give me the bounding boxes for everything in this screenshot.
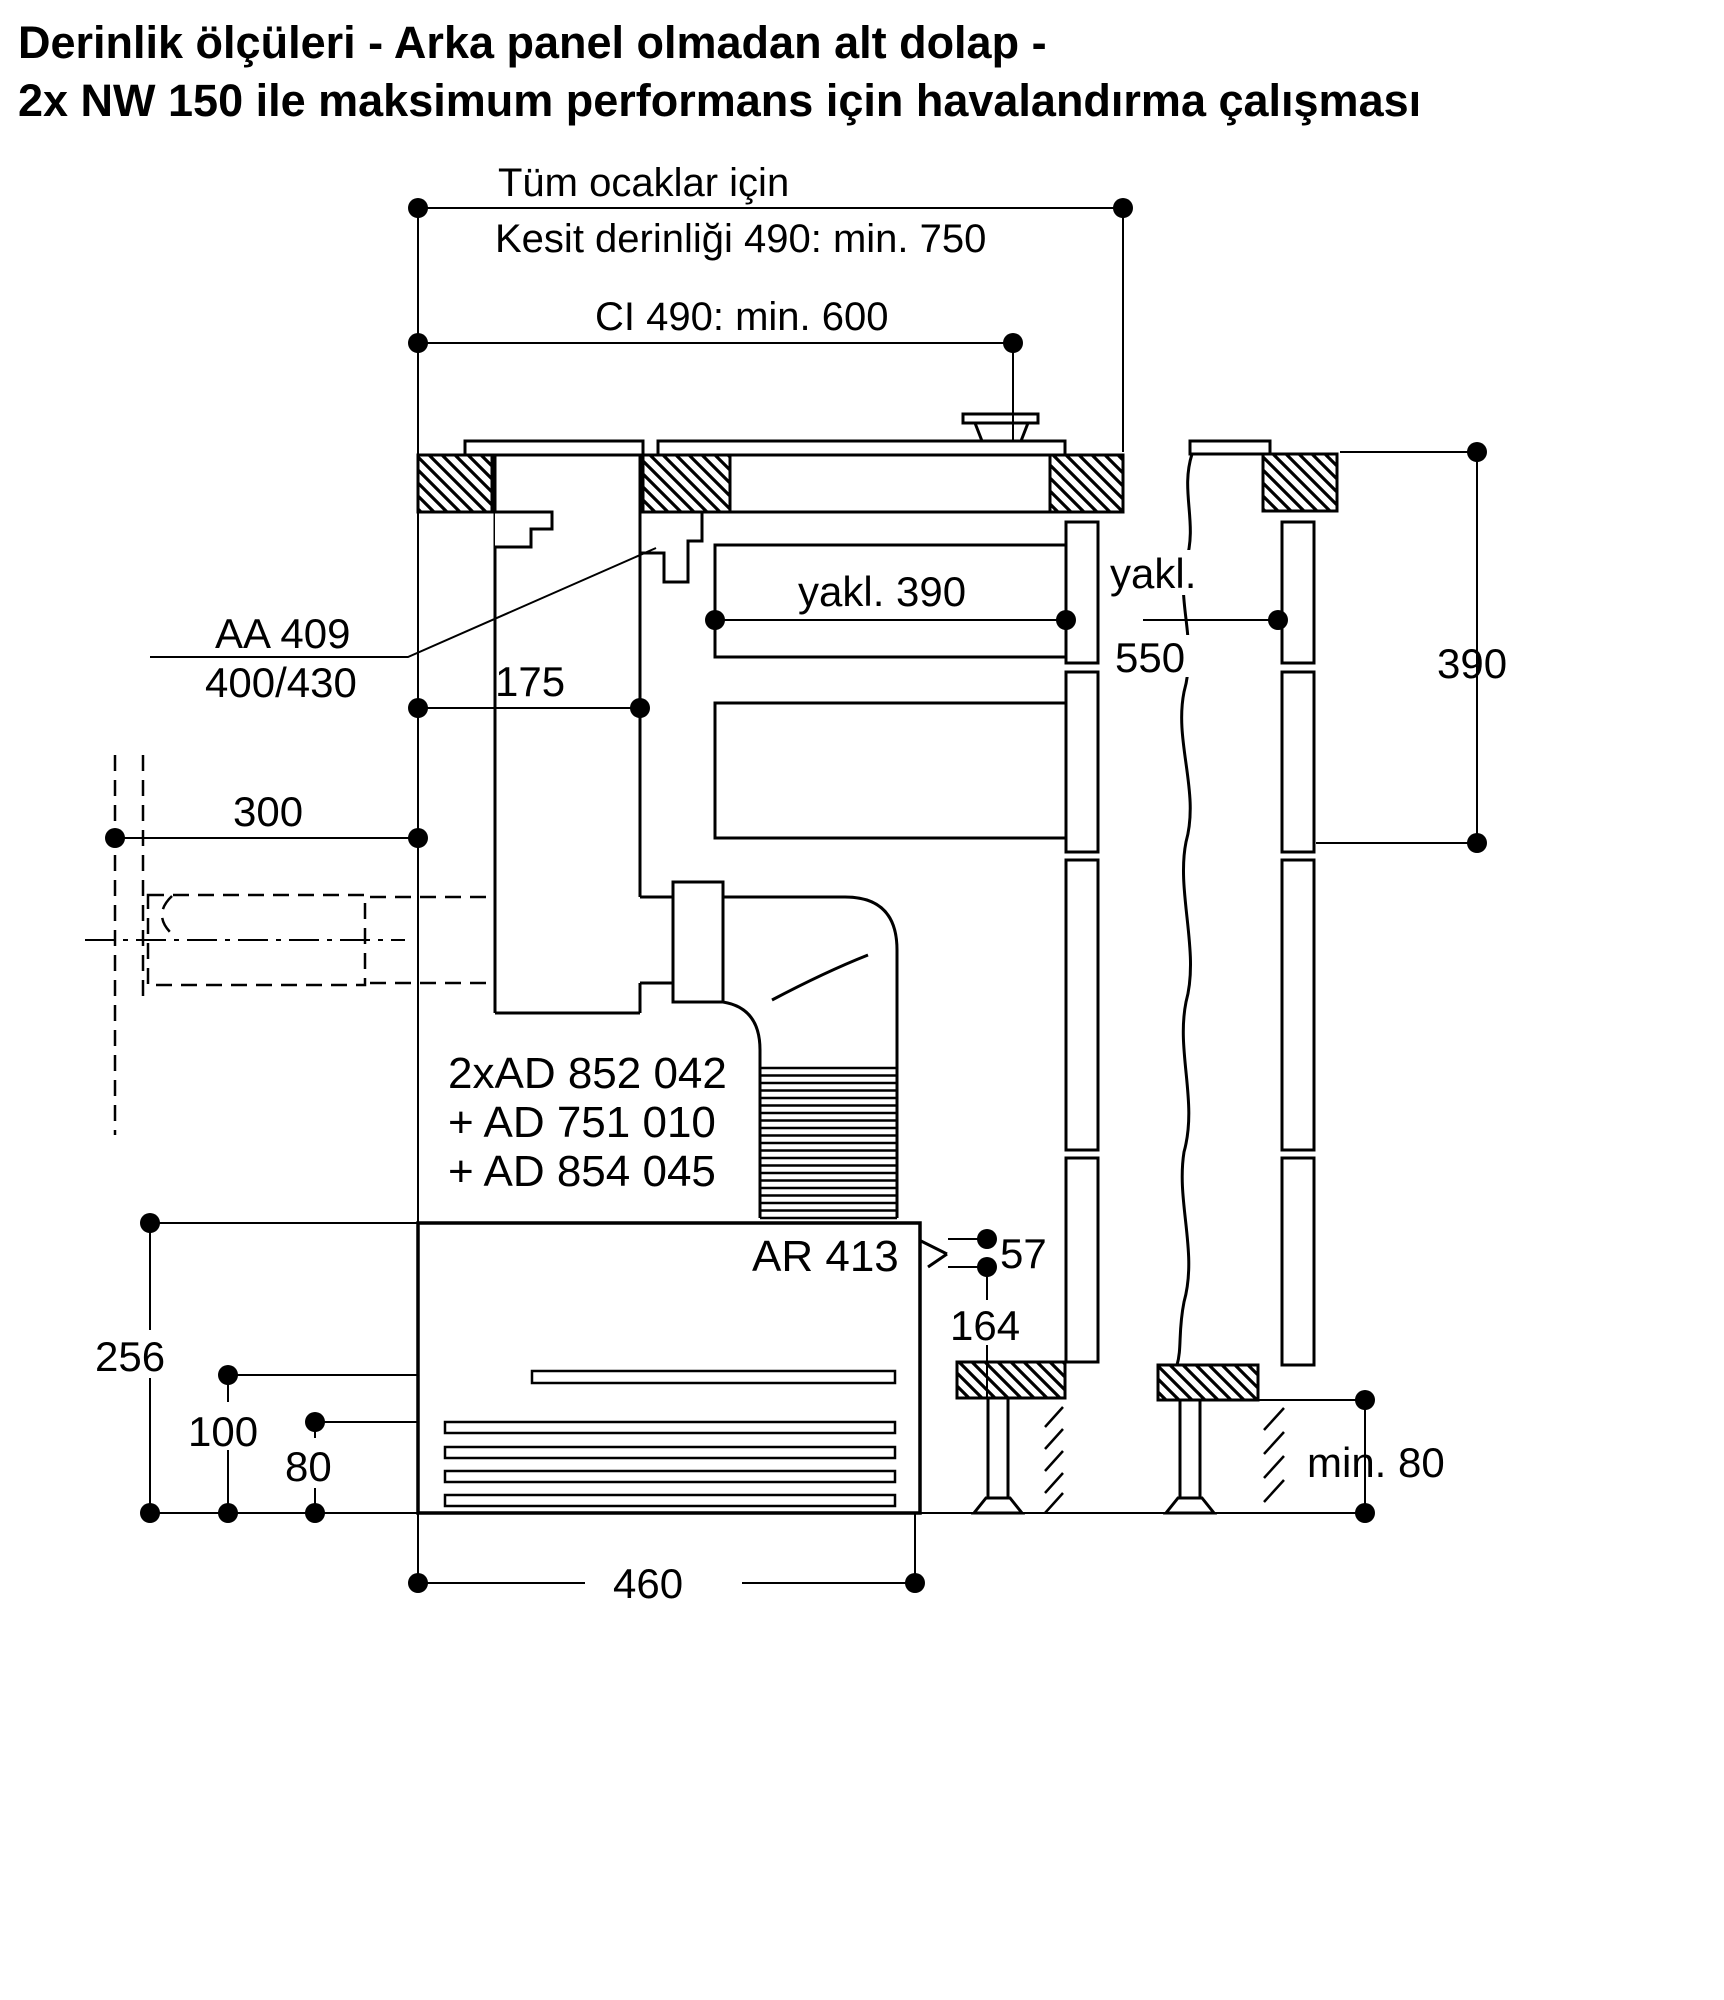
wall-hatch bbox=[1263, 454, 1337, 511]
dim-outlet-height: 164 bbox=[950, 1302, 1021, 1349]
elbow-inner bbox=[723, 1002, 760, 1068]
dim-duct-width: 175 bbox=[495, 658, 566, 705]
dim-blower-depth: 460 bbox=[613, 1560, 684, 1607]
label-ci-depth: CI 490: min. 600 bbox=[595, 295, 889, 339]
tall-unit-wall bbox=[1158, 441, 1337, 1513]
wall-cap bbox=[1190, 441, 1270, 454]
floor-ticks-left bbox=[1045, 1407, 1063, 1513]
dim-blower-height: 256 bbox=[95, 1333, 166, 1380]
dim-wall-gap-value: 550 bbox=[1115, 634, 1186, 681]
label-blower-model: AR 413 bbox=[752, 1232, 899, 1281]
cooktop-plate-right bbox=[658, 441, 1065, 455]
blower-slot-1 bbox=[445, 1422, 895, 1433]
label-all-hobs: Tüm ocaklar için bbox=[498, 161, 790, 205]
duct-coupling-sleeve bbox=[673, 882, 723, 1002]
dim-outlet-offset: 57 bbox=[1000, 1230, 1047, 1277]
downdraft-duct bbox=[495, 455, 702, 1013]
blower-slot-2 bbox=[445, 1447, 895, 1458]
control-knob bbox=[963, 414, 1038, 441]
duct-mounting-bracket bbox=[640, 512, 702, 582]
blower-slot-3 bbox=[445, 1471, 895, 1482]
label-model-aa409: AA 409 bbox=[215, 610, 351, 657]
leg-left bbox=[988, 1398, 1008, 1500]
blower-slot-4 bbox=[445, 1495, 895, 1506]
countertop-body bbox=[730, 455, 1050, 512]
dim-plinth-clearance: min. 80 bbox=[1307, 1439, 1445, 1486]
countertop-section bbox=[418, 414, 1123, 512]
countertop-hatch-left bbox=[418, 455, 492, 512]
cooktop-plate-left bbox=[465, 441, 643, 455]
countertop-hatch-center bbox=[643, 455, 730, 512]
elbow-outer bbox=[723, 897, 897, 1068]
leg-right-foot bbox=[1166, 1498, 1214, 1513]
label-parts-line3: + AD 854 045 bbox=[448, 1147, 716, 1196]
dim-shelf-depth: yakl. 390 bbox=[798, 568, 967, 615]
dim-left-clearance: 300 bbox=[233, 788, 304, 835]
blower-slot-upper bbox=[532, 1371, 895, 1383]
shelf-box-2 bbox=[715, 703, 1066, 838]
dim-slot-lower: 80 bbox=[285, 1443, 332, 1490]
dim-wall-gap-word: yakl. bbox=[1110, 550, 1197, 597]
label-parts-line1: 2xAD 852 042 bbox=[448, 1049, 727, 1098]
outlet-flap bbox=[921, 1241, 947, 1267]
dim-right-height: 390 bbox=[1437, 640, 1508, 687]
leg-right bbox=[1180, 1400, 1200, 1500]
elbow-flow-line bbox=[772, 955, 868, 1000]
label-aa409-widths: 400/430 bbox=[205, 659, 357, 706]
duct-inner-trim bbox=[495, 512, 552, 547]
plinth-hatch-left bbox=[957, 1362, 1065, 1398]
diagram-title-line2: 2x NW 150 ile maksimum performans için havalandırma çalışması bbox=[18, 75, 1422, 126]
floor-ticks-right bbox=[1264, 1408, 1284, 1502]
countertop-hatch-right bbox=[1050, 455, 1123, 512]
dim-slot-upper: 100 bbox=[188, 1408, 259, 1455]
plinth-hatch-right bbox=[1158, 1365, 1258, 1400]
label-parts-line2: + AD 751 010 bbox=[448, 1098, 716, 1147]
label-cutout-depth: Kesit derinliği 490: min. 750 bbox=[495, 217, 987, 261]
diagram-title-line1: Derinlik ölçüleri - Arka panel olmadan alt dolap - bbox=[18, 17, 1047, 68]
corrugated-hose bbox=[760, 1068, 897, 1218]
leg-left-foot bbox=[974, 1498, 1022, 1513]
